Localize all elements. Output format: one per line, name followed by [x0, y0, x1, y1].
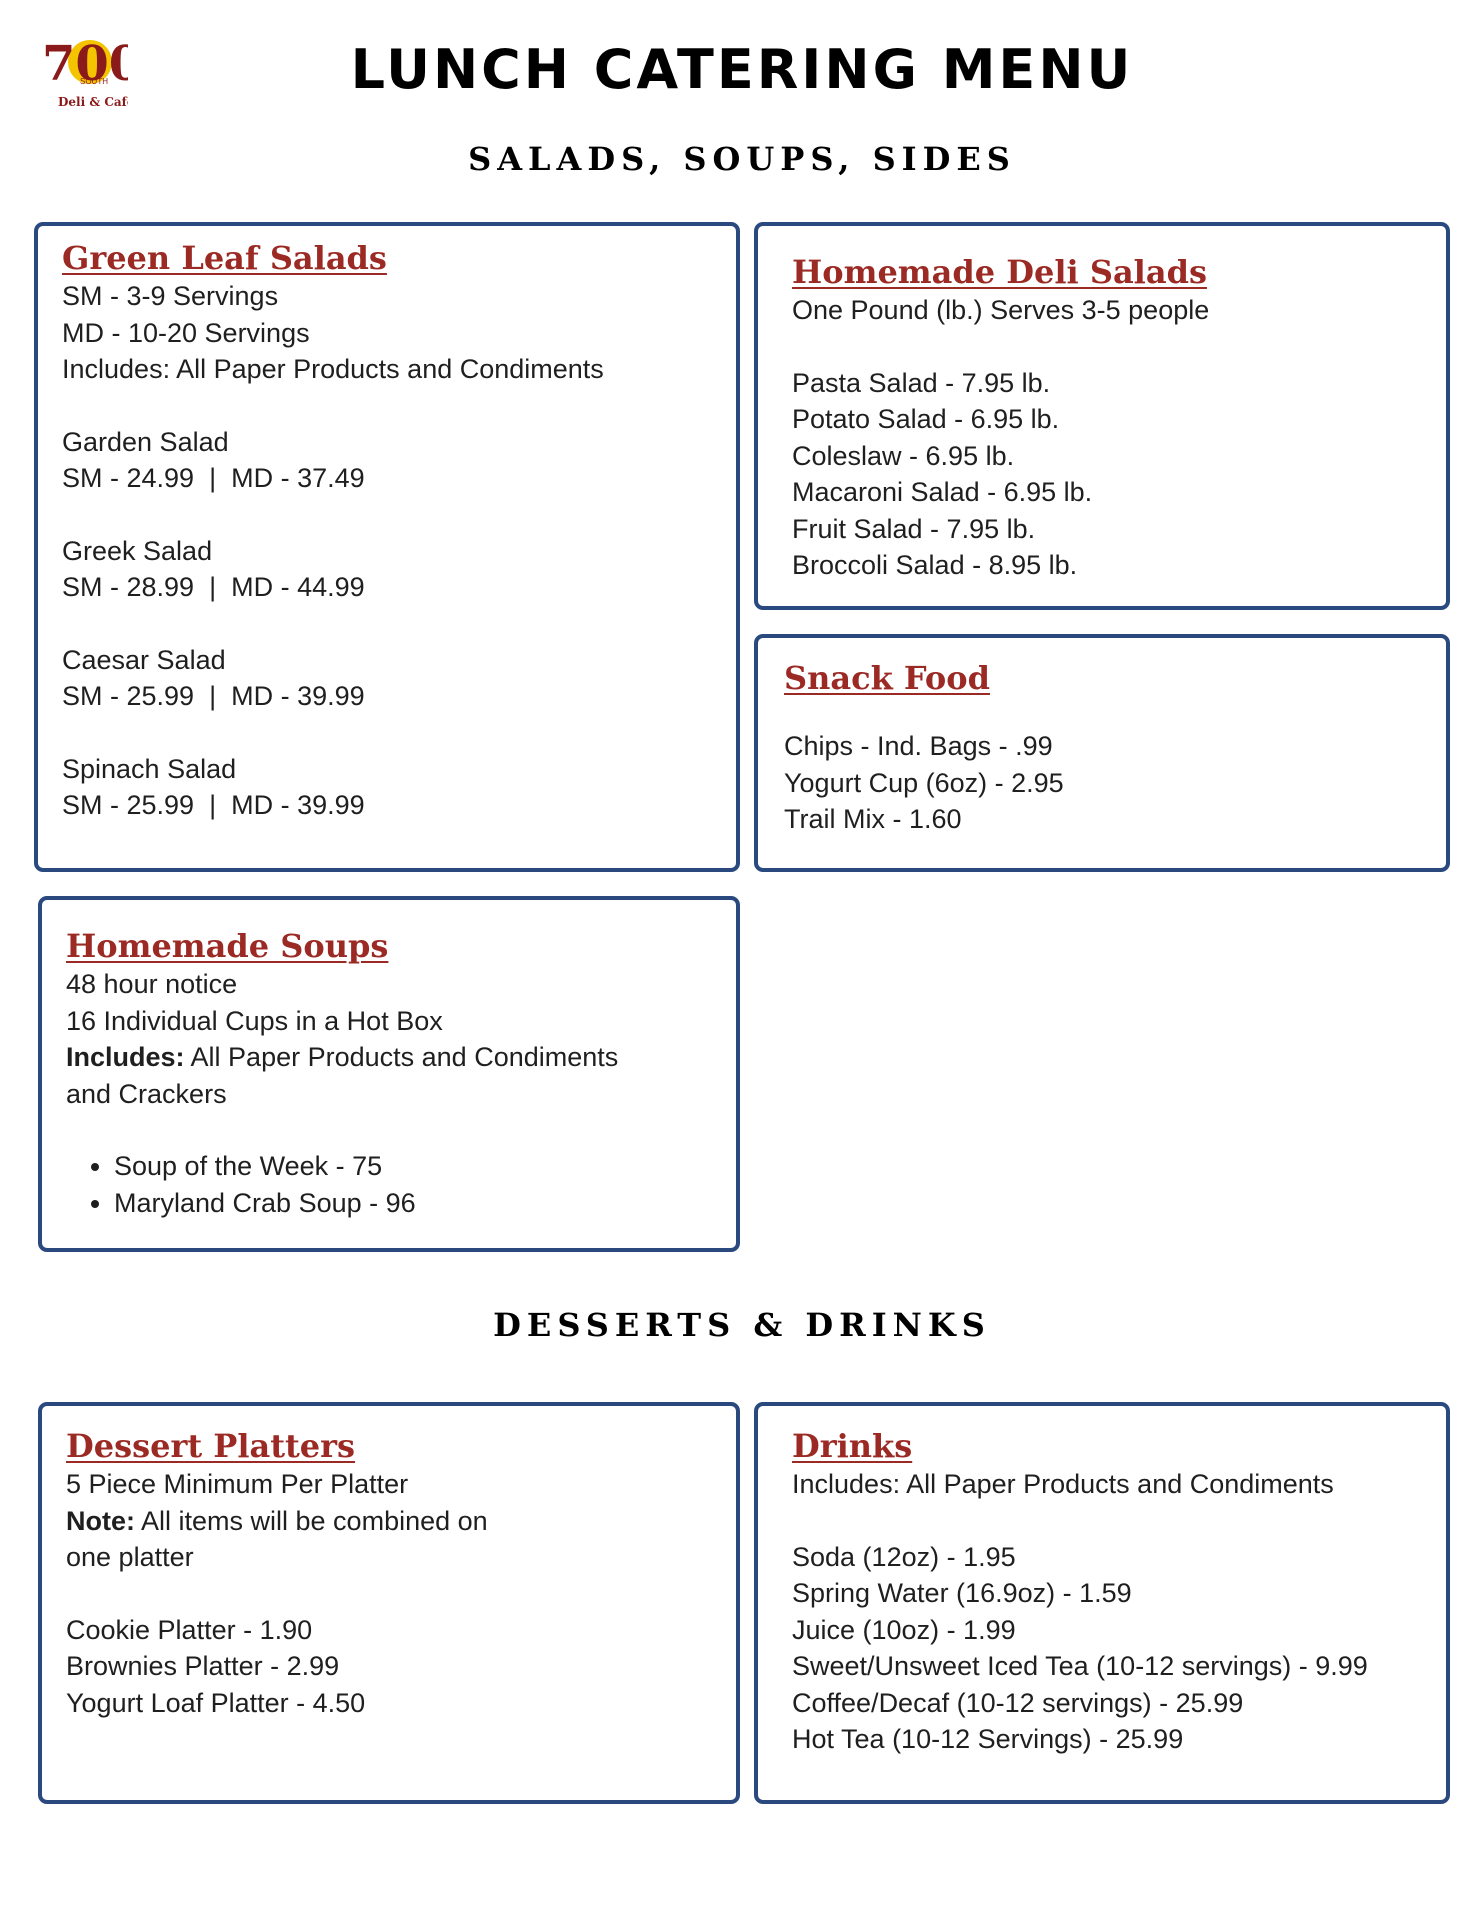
soups-includes: [66, 1039, 720, 1076]
soups-includes-text: All Paper Products and Condiments: [184, 1042, 619, 1072]
dessert-note-label: Note:: [66, 1505, 135, 1536]
drink-item: Hot Tea (10-12 Servings) - 25.99: [792, 1724, 1184, 1754]
section-heading-salads-soups-sides: SALADS, SOUPS, SIDES: [468, 140, 1016, 178]
dessert-note: [66, 1503, 720, 1540]
deli-salad-item: Broccoli Salad - 8.95 lb.: [792, 550, 1078, 580]
snack-item: Trail Mix - 1.60: [784, 804, 962, 834]
drinks-title: Drinks: [792, 1427, 913, 1465]
drink-item: Juice (10oz) - 1.99: [792, 1614, 1016, 1645]
drink-item: Sweet/Unsweet Iced Tea (10-12 servings) - 9.99: [792, 1651, 1368, 1681]
salads-includes: Includes: All Paper Products and Condiments: [62, 354, 604, 384]
homemade-soups-box: [38, 896, 740, 1252]
dessert-note-text: All items will be combined on: [135, 1505, 488, 1536]
drink-item: Soda (12oz) - 1.95: [792, 1541, 1016, 1572]
deli-salads-title: Homemade Deli Salads: [792, 253, 1207, 291]
deli-salad-item: Coleslaw - 6.95 lb.: [792, 440, 1015, 471]
salad-item-name: Greek Salad: [62, 535, 213, 566]
deli-salads-info: One Pound (lb.) Serves 3-5 people: [792, 295, 1210, 325]
serving-size-sm: SM - 3-9 Servings: [62, 281, 279, 311]
soups-includes-cont: and Crackers: [66, 1078, 227, 1109]
dessert-item: Brownies Platter - 2.99: [66, 1651, 340, 1681]
logo-number: 700: [42, 36, 128, 92]
soup-item: • Soup of the Week - 75: [114, 1148, 720, 1185]
dessert-minimum: 5 Piece Minimum Per Platter: [66, 1469, 409, 1499]
salad-item-price: SM - 28.99 | MD - 44.99: [62, 572, 365, 602]
serving-size-md: MD - 10-20 Servings: [62, 317, 310, 348]
logo-subtitle: SOUTH: [80, 77, 108, 86]
salad-item-name: Caesar Salad: [62, 644, 226, 675]
deli-salads-box: [754, 222, 1450, 610]
deli-salad-item: Fruit Salad - 7.95 lb.: [792, 513, 1036, 544]
page-title: LUNCH CATERING MENU: [350, 38, 1134, 101]
drink-item: Spring Water (16.9oz) - 1.59: [792, 1578, 1132, 1608]
green-leaf-salads-box: [34, 222, 740, 872]
drinks-includes: Includes: All Paper Products and Condiments: [792, 1469, 1334, 1499]
soups-cups: 16 Individual Cups in a Hot Box: [66, 1005, 443, 1036]
snack-food-box: [754, 634, 1450, 872]
deli-salad-item: Macaroni Salad - 6.95 lb.: [792, 477, 1093, 507]
dessert-item: Cookie Platter - 1.90: [66, 1614, 313, 1645]
green-leaf-salads-title: Green Leaf Salads: [62, 239, 387, 277]
drinks-box: [754, 1402, 1450, 1804]
salad-item-price: SM - 25.99 | MD - 39.99: [62, 790, 365, 820]
dessert-item: Yogurt Loaf Platter - 4.50: [66, 1687, 366, 1718]
homemade-soups-title: Homemade Soups: [66, 927, 389, 965]
dessert-platters-box: [38, 1402, 740, 1804]
snack-item: Chips - Ind. Bags - .99: [784, 731, 1053, 761]
drink-item: Coffee/Decaf (10-12 servings) - 25.99: [792, 1687, 1244, 1718]
soups-includes-label: Includes:: [66, 1042, 185, 1072]
soups-list: [66, 1148, 720, 1221]
section-heading-desserts-drinks: DESSERTS & DRINKS: [493, 1306, 991, 1344]
salad-item-name: Garden Salad: [62, 426, 229, 457]
salad-item-price: SM - 24.99 | MD - 37.49: [62, 463, 365, 493]
salad-item-name: Spinach Salad: [62, 753, 237, 784]
soup-item: • Maryland Crab Soup - 96: [114, 1185, 720, 1222]
dessert-platters-title: Dessert Platters: [66, 1427, 356, 1465]
deli-salad-item: Potato Salad - 6.95 lb.: [792, 404, 1060, 434]
snack-item: Yogurt Cup (6oz) - 2.95: [784, 767, 1064, 798]
snack-food-title: Snack Food: [784, 659, 990, 697]
soups-notice: 48 hour notice: [66, 969, 238, 999]
salad-item-price: SM - 25.99 | MD - 39.99: [62, 681, 365, 711]
dessert-note-cont: one platter: [66, 1542, 194, 1572]
logo-brand: Deli & Cafe: [58, 95, 128, 109]
deli-salad-item: Pasta Salad - 7.95 lb.: [792, 367, 1051, 398]
